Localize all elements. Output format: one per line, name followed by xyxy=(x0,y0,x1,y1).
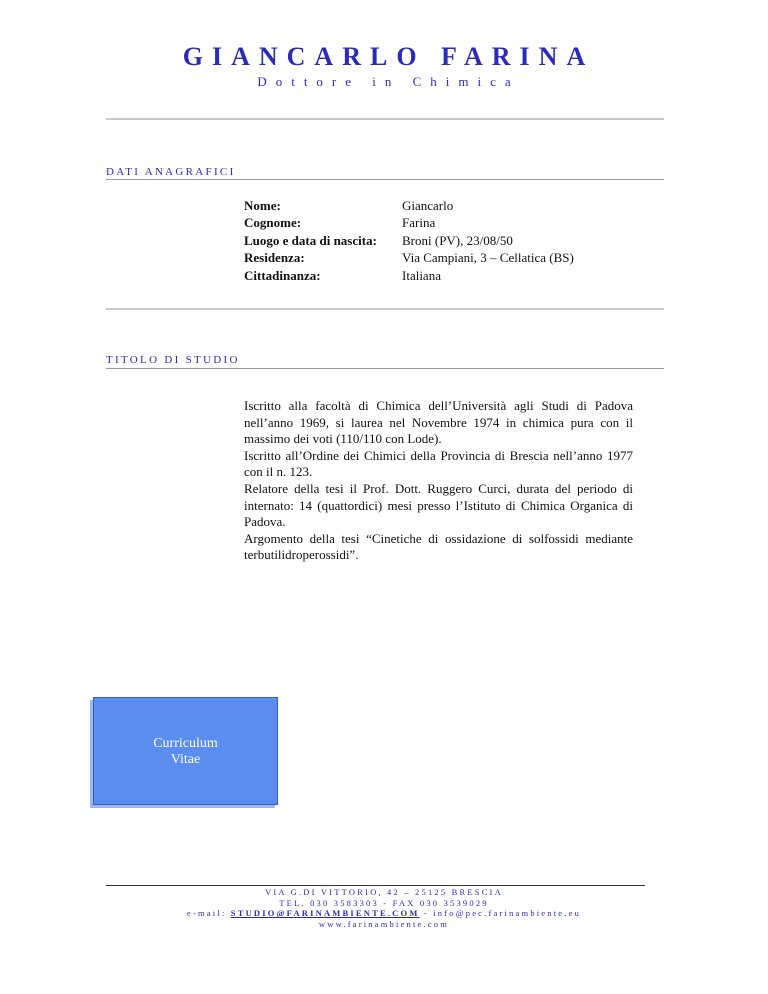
person-name: GIANCARLO FARINA xyxy=(182,42,595,71)
divider xyxy=(106,308,664,310)
footer-website[interactable]: www.farinambiente.com xyxy=(318,918,450,929)
field-value: Farina xyxy=(402,215,436,231)
section-title-anagrafici: DATI ANAGRAFICI xyxy=(106,166,236,178)
section-title-studio: TITOLO DI STUDIO xyxy=(106,354,240,366)
section-underline xyxy=(106,179,664,180)
field-label: Nome: xyxy=(244,198,281,213)
pec-email: - info@pec.farinambiente.eu xyxy=(419,908,582,919)
field-value: Italiana xyxy=(402,267,441,283)
footer-address: VIA G.DI VITTORIO, 42 – 25125 BRESCIA xyxy=(265,887,503,897)
anagrafici-row xyxy=(244,232,574,249)
footer-divider xyxy=(106,885,645,886)
field-label: Cittadinanza: xyxy=(244,267,321,283)
anagrafici-row xyxy=(244,214,574,231)
field-value: Via Campiani, 3 – Cellatica (BS) xyxy=(402,250,574,266)
field-label: Residenza: xyxy=(244,250,305,266)
footer xyxy=(0,887,768,929)
field-label: Luogo e data di nascita: xyxy=(244,232,377,248)
field-value: Giancarlo xyxy=(402,198,454,213)
studio-paragraph: Iscritto all’Ordine dei Chimici della Provincia di Brescia nell’anno 1977 con il n. 123. xyxy=(244,447,633,480)
anagrafici-row xyxy=(244,249,574,266)
cv-label xyxy=(94,736,277,768)
section-underline xyxy=(106,368,664,369)
curriculum-vitae-box xyxy=(93,697,278,805)
studio-text xyxy=(244,398,633,564)
studio-paragraph: Iscritto alla facoltà di Chimica dell’Università agli Studi di Padova nell’anno 1969, si laurea nel Novembre 1974 in chimica pura con il massimo dei voti (110/110 con Lode). xyxy=(244,398,633,447)
footer-email-line xyxy=(0,908,768,919)
person-title: Dottore in Chimica xyxy=(257,74,520,89)
cv-label-line1: Curriculum xyxy=(153,736,218,751)
studio-paragraph: Relatore della tesi il Prof. Dott. Ruggero Curci, durata del periodo di internato: 14 (quattordici) mesi presso l’Istituto di Chimica Organica di Padova. xyxy=(244,480,633,530)
page-header xyxy=(0,42,768,90)
email-link[interactable]: STUDIO@FARINAMBIENTE.COM xyxy=(230,908,420,919)
field-value: Broni (PV), 23/08/50 xyxy=(402,232,513,248)
email-prefix: e-mail: xyxy=(186,908,231,919)
anagrafici-row xyxy=(244,197,574,214)
divider xyxy=(106,118,664,120)
footer-phone: TEL. 030 3583303 - FAX 030 3539029 xyxy=(279,897,489,908)
anagrafici-table xyxy=(244,197,574,284)
anagrafici-row xyxy=(244,267,574,284)
field-label: Cognome: xyxy=(244,215,302,231)
studio-paragraph: Argomento della tesi “Cinetiche di ossidazione di solfossidi mediante terbutilidroperossidi”. xyxy=(244,530,633,563)
cv-label-line2: Vitae xyxy=(170,752,201,767)
